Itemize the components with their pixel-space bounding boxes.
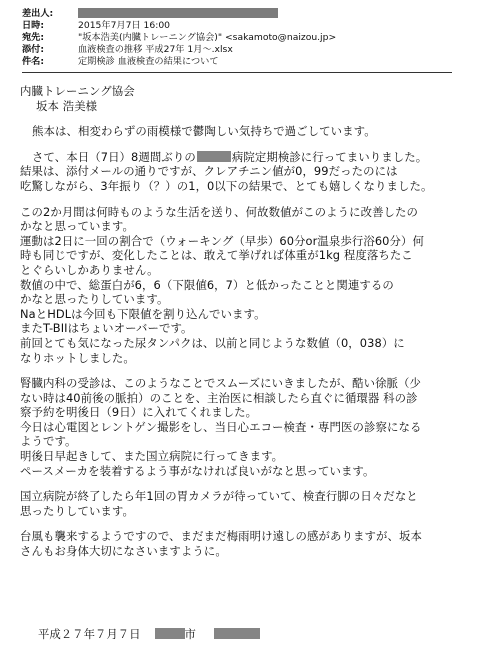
redacted-hospital	[197, 151, 231, 162]
body-line: 明後日早起きして、また国立病院に行ってきます。	[20, 449, 284, 464]
subject-label: 件名:	[22, 56, 45, 67]
body-line: 腎臓内科の受診は、このようなことでスムーズにいきましたが、酷い徐脈（少	[20, 376, 422, 391]
signature-city-suffix: 市	[184, 627, 196, 641]
body-line: さんもお身体大切になさいますように。	[20, 544, 227, 559]
subject-value: 定期検診 血液検査の結果について	[78, 56, 219, 67]
body-line: 思ったりしています。	[20, 503, 134, 518]
body-line: 時も同じですが、変化したことは、敢えて挙げれば体重が1kg 程度落ちたこ	[20, 248, 413, 263]
body-line: ない時は40前後の脈拍）のことを、主治医に相談したら直ぐに循環器 科の診	[20, 390, 418, 405]
date-value: 2015年7月7日 16:00	[78, 20, 171, 31]
checkup-text-a: さて、本日（7日）8週間ぶりの	[32, 149, 196, 164]
body-line: またT-BIIはちょいオーバーです。	[20, 321, 193, 336]
body-line: 運動は2日に一回の割合で（ウォーキング（早歩）60分or温泉歩行浴60分）何	[20, 233, 425, 248]
header-date-row	[22, 20, 462, 32]
redacted-signer	[214, 628, 260, 639]
body-line: かなと思っています。	[20, 219, 134, 234]
redacted-city	[155, 628, 185, 639]
letter-body	[20, 84, 468, 559]
checkup-text-b: 病院定期検診に行ってまいりました。	[231, 149, 428, 164]
body-line: ペースメーカを装着するよう事がなければ良いがなと思っています。	[20, 463, 375, 478]
header-from-row	[22, 8, 462, 20]
header-divider	[22, 72, 452, 73]
body-line: NaとHDLは今回も下限値を割り込んでいます。	[20, 306, 266, 321]
signature-date: 平成２７年７月７日	[38, 627, 141, 641]
header-attach-row	[22, 44, 462, 56]
body-line: ようです。	[20, 434, 77, 449]
body-line: 台風も襲来するようですので、まだまだ梅雨明け遠しの感がありますが、坂本	[20, 529, 422, 544]
para-checkup-line	[20, 150, 468, 165]
body-line: かなと思ったりしています。	[20, 292, 169, 307]
addressee-org: 内臓トレーニング協会	[20, 84, 135, 98]
body-line: 察予約を明後日（9日）に入れてくれました。	[20, 405, 258, 420]
body-line: なりホットしました。	[20, 350, 135, 365]
date-label: 日時:	[22, 20, 45, 31]
body-line: 前回とても気になった尿タンパクは、以前と同じような数値（0，038）に	[20, 335, 405, 350]
email-header	[22, 8, 462, 68]
body-line: この2か月間は何時ものような生活を送り、何故数値がこのように改善したの	[20, 204, 419, 219]
attach-label: 添付:	[22, 44, 45, 55]
attach-value: 血液検査の推移 平成27年 1月〜.xlsx	[78, 44, 233, 55]
addressee-name: 坂本 浩美様	[36, 98, 98, 113]
header-to-row	[22, 32, 462, 44]
para-weather: 熊本は、相変わらずの雨模様で鬱陶しい気持ちで過ごしています。	[32, 124, 376, 139]
body-line: 吃驚しながら、3年振り（？）の1，0以下の結果で、とても嬉しくなりました。	[20, 178, 433, 193]
body-line: 今日は心電図とレントゲン撮影をし、当日心エコー検査・専門医の診察になる	[20, 419, 422, 434]
body-line: 国立病院が終了したら年1回の胃カメラが待っていて、検査行脚の日々だなと	[20, 489, 418, 504]
redacted-sender	[78, 8, 278, 18]
body-line: 数値の中で、総蛋白が6，6（下限値6，7）と低かったことと関連するの	[20, 277, 394, 292]
to-value: "坂本浩美(内臓トレーニング協会)" <sakamoto@naizou.jp>	[78, 32, 337, 43]
body-line: 結果は、添付メールの通りですが、クレアチニン値が0，99だったのには	[20, 164, 398, 179]
from-label: 差出人:	[22, 8, 54, 19]
signature-line	[38, 626, 260, 642]
to-label: 宛先:	[22, 32, 45, 43]
body-line: とぐらいしかありません。	[20, 262, 159, 277]
header-subject-row	[22, 56, 462, 68]
